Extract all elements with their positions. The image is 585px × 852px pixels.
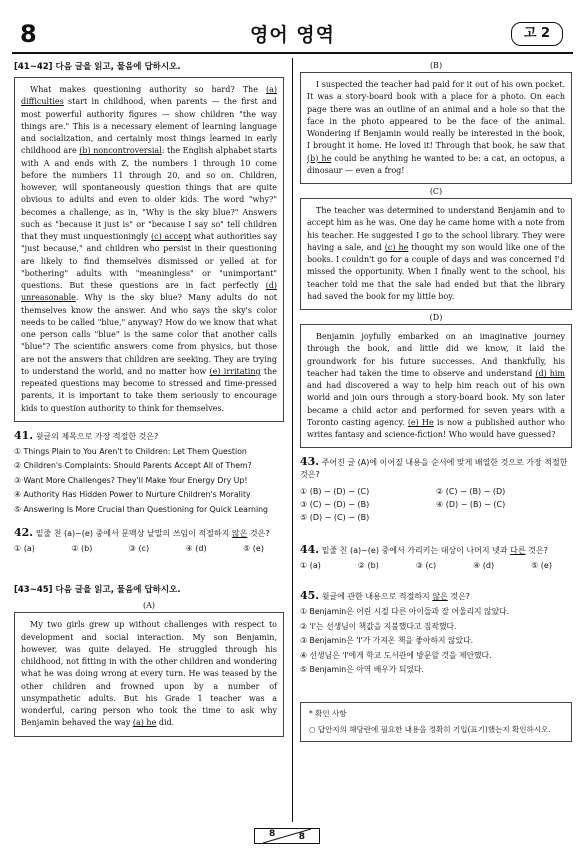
question-41 [14,430,284,518]
instruction-41-42: [41~42] 다음 글을 읽고, 물음에 답하시오. [14,62,181,72]
passage-D [300,324,572,448]
option[interactable]: ⑤ (e) [531,561,552,571]
options-44 [300,561,572,570]
note-title: * 확인 사항 [309,708,347,718]
question-emphasis: 않은 [432,592,448,602]
grade-badge: 고 2 [511,22,563,46]
question-45 [300,590,572,678]
option[interactable]: ① (a) [300,561,321,571]
option[interactable]: ④ 선생님은 'I'에게 학교 도서관에 방문할 것을 제안했다. [300,650,492,660]
question-number: 45. [300,589,320,603]
text: could be anything he wanted to be: a cat, an octopus, a dinosaur — even a frog! [307,153,566,175]
option[interactable]: ② Children's Complaints: Should Parents Accept All of Them? [14,461,252,471]
page-number: 8 [20,20,37,48]
underline-d: (d) him [535,368,566,378]
options-41 [14,445,284,518]
underline-c: (c) accept [151,232,192,241]
text: the repeated questions may become to stressed and time-pressed parents, it is important to take them seriously to encourage kids to question authority to think for themselves. [21,366,277,413]
option[interactable]: ⑤ Answering Is More Crucial than Questioning for Quick Learning [14,504,269,514]
page-header [0,0,585,52]
option[interactable]: ② (C) − (B) − (D) [436,487,506,497]
underline-a: (a) he [132,718,157,728]
instruction-43-45: [43~45] 다음 글을 읽고, 물음에 답하시오. [14,585,181,596]
option[interactable]: ⑤ (D) − (C) − (B) [300,513,370,523]
header-rule [12,52,573,54]
underline-b: (b) noncontroversial [79,146,162,156]
note-body: ○ 답안지의 해당란에 필요한 내용을 정확히 기입(표기)했는지 확인하시오. [309,724,551,734]
passage-A-label: (A) [142,601,156,611]
text: I suspected the teacher had paid for it out of his own pocket. It was a story-board book with a place for a photo. On each page there was an outline of an animal and a hole so that the face in the photo appeared to be the face of the animal. Wondering if Benjamin would really be interested in the book, I brought it home. He loved it! Through that book, he saw that [307,80,565,151]
option[interactable]: ① Benjamin은 어린 시절 다른 아이들과 잘 어울리지 않았다. [300,607,510,617]
column-divider [292,58,293,822]
text: and had discovered a way to help him reach out of his own world and join ours through a story-board book. My son later became a child actor and performed for seven years with a Toronto casting agency. [307,381,565,427]
footer-left: 8 [269,829,276,839]
underline-a: (a) difficulties [21,85,277,107]
option[interactable]: ⑤ Benjamin은 아역 배우가 되었다. [300,665,424,675]
option[interactable]: ② (b) [71,544,93,554]
text: Benjamin joyfully embarked on an imaginative journey through the book, and little did we know, it laid the groundwork for his future successes. And thankfully, his teacher had taken the time to observe and understand [307,332,565,378]
text: thought my son would like one of the books. I couldn't go for a couple of days and was concerned I'd missed the opportunity. When I finally went to the school, his teacher told me that the sale had ended but that the library had saved the book for my little boy. [307,242,566,301]
question-number: 44. [300,543,320,557]
option[interactable]: ④ (d) [185,544,207,554]
text: did. [156,718,175,728]
question-emphasis: 다른 [510,546,526,556]
option[interactable]: ④ (d) [473,561,495,571]
option[interactable]: ④ Authority Has Hidden Power to Nurture Children's Morality [14,490,251,500]
page-footer [254,828,320,844]
text: The teacher was determined to understand Benjamin and to accept him as he was. One day he came home with a note from his teacher. He suggested I go to the school library. They were having a sale, and [307,206,565,252]
question-emphasis: 않은 [231,529,248,539]
question-number: 41. [14,428,34,442]
question-text: 것은? [447,592,471,602]
underline-c: (c) he [384,242,409,252]
left-column [14,60,284,737]
option[interactable]: ① (a) [14,544,35,554]
text: what authorities say "just because," and children who persist in their questioning are likely to find themselves dismissed or yelled at for "bothering" adults with "meaningless" or "unimportant" questions. But these questions are in fact perfectly [21,232,277,290]
passage-C-label: (C) [429,187,443,196]
option[interactable]: ② (b) [357,561,379,571]
options-45 [300,605,572,678]
question-43 [300,456,572,524]
footer-right: 8 [298,832,305,842]
option[interactable]: ④ (D) − (B) − (C) [436,500,506,510]
text: . Why is the sky blue? Many adults do not themselves know the answer. And who says the sky's color needs to be called "blue," anyway? How do we know that what one person calls "blue" is the same color that another calls "blue"? The scientific answers come from physics, but those are not the answers that children are seeking. They are trying to understand the world, and no matter how [21,293,277,376]
text: What makes questioning authority so hard? The [30,85,266,94]
question-text: 밑줄 친 (a)~(e) 중에서 문맥상 낱말의 쓰임이 적절하지 [35,529,232,539]
option[interactable]: ⑤ (e) [243,544,264,554]
option[interactable]: ③ Want More Challenges? They'll Make Your Energy Dry Up! [14,475,248,485]
question-text: 윗글에 관한 내용으로 적절하지 [321,592,433,602]
right-column [300,60,572,742]
underline-e: (e) He [407,417,434,427]
underline-d: (d) unreasonable [21,281,277,303]
question-text: 밑줄 친 (a)~(e) 중에서 가리키는 대상이 나머지 넷과 [321,546,511,556]
options-43 [300,485,572,524]
question-text: 것은? [525,546,548,556]
passage-41-42 [14,77,284,422]
option[interactable]: ③ (c) [415,561,437,571]
check-note [300,702,572,742]
question-number: 43. [300,455,320,469]
option[interactable]: ③ Benjamin은 'I'가 가져온 책을 좋아하지 않았다. [300,636,474,646]
underline-e: (e) irritating [209,366,261,376]
text: start in childhood, when parents — the first and most powerful authority figures — show children "the way things are." This is a necessary element of learning language and socialization, and certainly most things learned in early childhood are [21,97,277,156]
text: is now a published author who writes fantasy and science-fiction! Who would have guessed? [307,417,565,439]
option[interactable]: ③ (C) − (D) − (B) [300,500,370,510]
question-42 [14,527,284,553]
options-42 [14,544,284,553]
passage-C [300,198,572,310]
option[interactable]: ① Things Plain to You Aren't to Children: Let Them Question [14,446,247,456]
passage-B-label: (B) [429,61,443,70]
question-44 [300,544,572,570]
text: My two girls grew up without challenges with respect to development and social interaction. My son Benjamin, however, was quite delayed. He struggled through his childhood, not fitting in with the other children and wondering what he was doing wrong at every turn. He was teased by the other children and frowned upon by a number of unsympathetic adults. But his Grade 1 teacher was a wonderful, caring person who took the time to ask why Benjamin behaved the way [21,620,277,728]
underline-b: (b) he [307,153,332,163]
passage-D-label: (D) [429,313,443,322]
passage-A [14,612,284,736]
passage-B [300,72,572,184]
option[interactable]: ② 'I'는 선생님이 책값을 지불했다고 짐작했다. [300,621,457,631]
text: : the English alphabet starts with A and ends with Z, the numbers 1 through 10 come before the numbers 11 through 20, and so on. Children, however, will spontaneously question things that are quite obvious to adults and even to older kids. The word "why?" becomes a challenge, as in, "Why is the sky blue?" Answers such as "because it just is" or "because I say so" tell children that they must unquestioningly [21,146,277,241]
question-text: 주어진 글 (A)에 이어질 내용을 순서에 맞게 배열한 것으로 가장 적절한 것은? [300,458,568,480]
question-number: 42. [14,526,34,540]
option[interactable]: ③ (c) [128,544,150,554]
footer-slash [255,829,319,843]
question-text: 것은? [247,529,270,539]
option[interactable]: ① (B) − (D) − (C) [300,487,370,497]
subject-title: 영어 영역 [249,24,336,46]
question-text: 윗글의 제목으로 가장 적절한 것은? [35,431,159,441]
